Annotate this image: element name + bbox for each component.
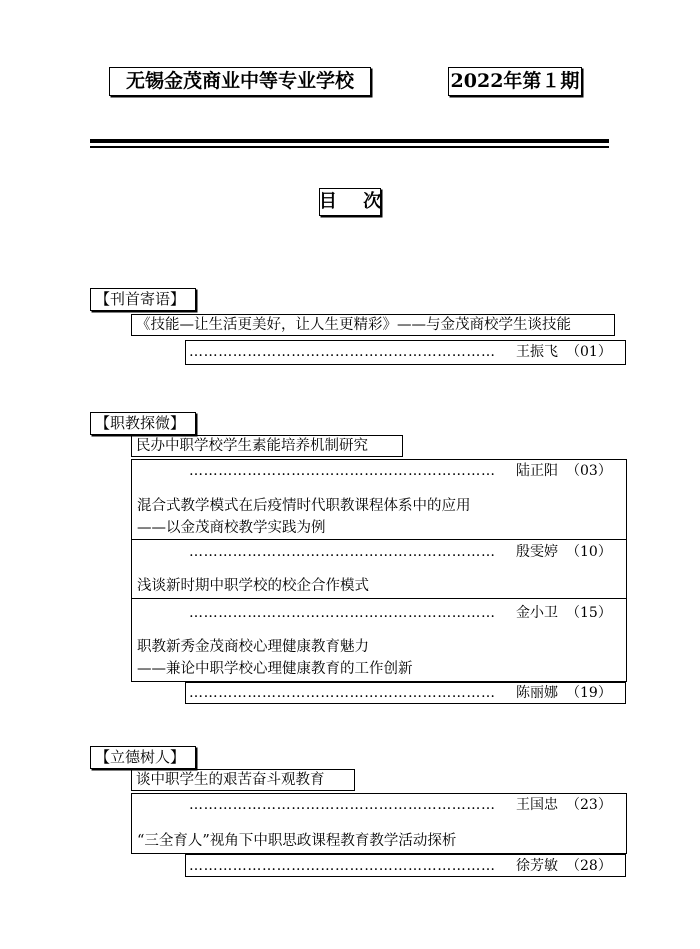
article-title: 《技能—让生活更美好，让人生更精彩》——与金茂商校学生谈技能 <box>131 314 615 336</box>
article-page: （15） <box>566 605 612 621</box>
issue-number: 2022年第１期 <box>448 67 582 96</box>
section-label-foreword: 【刊首寄语】 <box>90 288 196 311</box>
leader-dots: ……………………………………………………… <box>189 464 496 478</box>
leader-dots: ……………………………………………………… <box>189 798 496 812</box>
article-title: 民办中职学校学生素能培养机制研究 <box>131 435 403 457</box>
article-title: 谈中职学生的艰苦奋斗观教育 <box>131 769 355 791</box>
article-title: 混合式教学模式在后疫情时代职教课程体系中的应用 <box>137 498 471 514</box>
article-author: 王振飞 <box>516 344 558 360</box>
section-label-vocational: 【职教探微】 <box>90 412 196 435</box>
article-author: 金小卫 <box>516 605 558 621</box>
article-author: 徐芳敏 <box>516 858 558 874</box>
article-page: （03） <box>566 463 612 479</box>
article-page: （10） <box>566 544 612 560</box>
article-subtitle: ——以金茂商校教学实践为例 <box>137 520 326 536</box>
article-title: 浅谈新时期中职学校的校企合作模式 <box>137 578 369 594</box>
leader-dots: ……………………………………………………… <box>189 345 496 359</box>
header-rule-thin <box>90 146 609 148</box>
article-title: “三全育人”视角下中职思政课程教育教学活动探析 <box>137 833 457 849</box>
section-label-moral: 【立德树人】 <box>90 746 196 769</box>
toc-title: 目 次 <box>319 188 381 216</box>
leader-dots: ……………………………………………………… <box>189 859 496 873</box>
article-subtitle: ——兼论中职学校心理健康教育的工作创新 <box>137 661 413 677</box>
header-rule-thick <box>90 139 609 143</box>
leader-dots: ……………………………………………………… <box>189 606 496 620</box>
article-author: 王国忠 <box>516 797 558 813</box>
article-author: 陈丽娜 <box>516 685 558 701</box>
article-page: （23） <box>566 797 612 813</box>
article-page: （28） <box>566 858 612 874</box>
leader-dots: ……………………………………………………… <box>189 686 496 700</box>
article-page: （19） <box>566 685 612 701</box>
article-author: 殷雯婷 <box>516 544 558 560</box>
article-author: 陆正阳 <box>516 463 558 479</box>
school-name: 无锡金茂商业中等专业学校 <box>109 67 371 96</box>
article-page: （01） <box>566 344 612 360</box>
leader-dots: ……………………………………………………… <box>189 545 496 559</box>
article-title: 职教新秀金茂商校心理健康教育魅力 <box>137 639 369 655</box>
